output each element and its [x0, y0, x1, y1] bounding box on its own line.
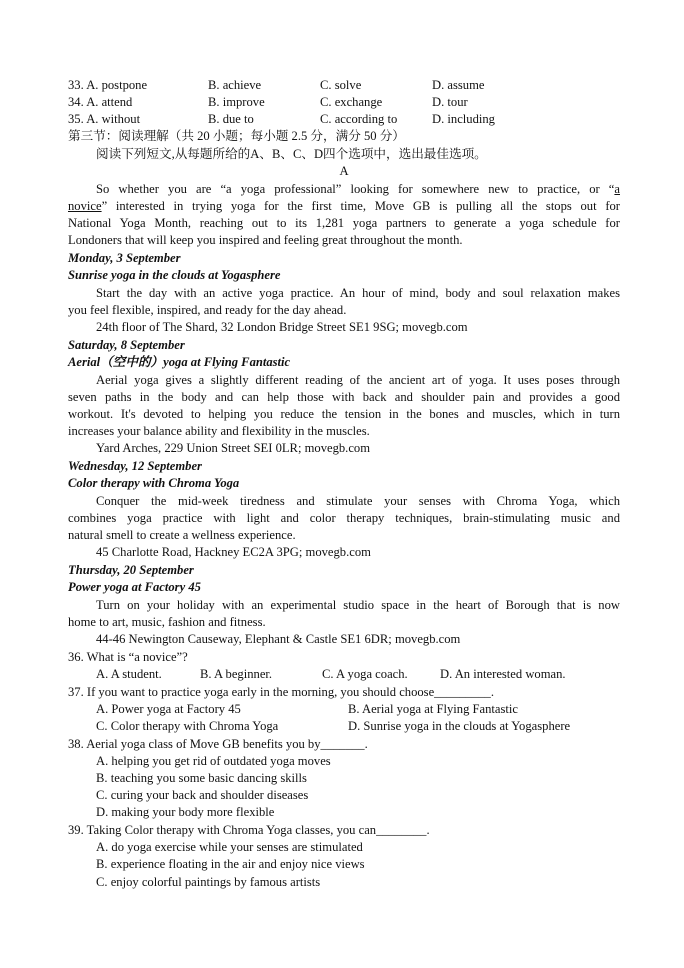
- option-d: D. An interested woman.: [440, 667, 566, 681]
- event-title: Color therapy with Chroma Yoga: [68, 476, 240, 490]
- option-c: C. exchange: [320, 95, 383, 109]
- event-text: Conquer the mid-week tiredness and stimulate your senses with Chroma Yoga, which: [96, 494, 620, 508]
- event-title: Power yoga at Factory 45: [68, 580, 201, 594]
- underlined-word: novice: [68, 199, 102, 213]
- option-d: D. assume: [432, 78, 485, 92]
- option-a: 35. A. without: [68, 112, 141, 126]
- question-37: 37. If you want to practice yoga early in the morning, you should choose_________.: [68, 685, 494, 699]
- event-title: Sunrise yoga in the clouds at Yogasphere: [68, 268, 281, 282]
- event-text: Aerial yoga gives a slightly different reading of the ancient art of yoga. It uses poses through: [96, 373, 620, 387]
- event-address: 24th floor of The Shard, 32 London Bridge Street SE1 9SG; movegb.com: [96, 320, 468, 334]
- event-text: Start the day with an active yoga practice. An hour of mind, body and soul relaxation makes: [96, 286, 620, 300]
- event-address: 45 Charlotte Road, Hackney EC2A 3PG; movegb.com: [96, 545, 371, 559]
- event-text: you feel flexible, inspired, and ready for the day ahead.: [68, 303, 347, 317]
- option-c: C. Color therapy with Chroma Yoga: [96, 719, 279, 733]
- option-a: 33. A. postpone: [68, 78, 148, 92]
- option-c: C. solve: [320, 78, 362, 92]
- event-date: Thursday, 20 September: [68, 563, 194, 577]
- option-d: D. Sunrise yoga in the clouds at Yogasphere: [348, 719, 571, 733]
- intro-line-4: Londoners that will keep you inspired and feeling great throughout the month.: [68, 233, 463, 247]
- question-38: 38. Aerial yoga class of Move GB benefits you by_______.: [68, 737, 368, 751]
- option-b: B. experience floating in the air and enjoy nice views: [96, 857, 365, 871]
- intro-line-2: [68, 198, 620, 215]
- intro-text: So whether you are “a yoga professional” looking for somewhere new to practice, or “: [96, 182, 615, 196]
- option-b: B. improve: [208, 95, 265, 109]
- option-d: D. tour: [432, 95, 468, 109]
- option-b: B. achieve: [208, 78, 262, 92]
- event-text: home to art, music, fashion and fitness.: [68, 615, 266, 629]
- option-d: D. making your body more flexible: [96, 805, 275, 819]
- option-b: B. teaching you some basic dancing skills: [96, 771, 307, 785]
- underlined-word: a: [614, 182, 620, 196]
- passage-label: A: [339, 164, 349, 178]
- event-date: Saturday, 8 September: [68, 338, 185, 352]
- event-title: Aerial（空中的）yoga at Flying Fantastic: [68, 355, 291, 369]
- option-b: B. A beginner.: [200, 667, 273, 681]
- event-text: Turn on your holiday with an experimental studio space in the heart of Borough that is now: [96, 598, 620, 612]
- event-text: combines yoga practice with light and color therapy techniques, brain-stimulating music and: [68, 511, 620, 525]
- event-address: 44-46 Newington Causeway, Elephant & Castle SE1 6DR; movegb.com: [96, 632, 461, 646]
- option-a: A. do yoga exercise while your senses are stimulated: [96, 840, 363, 854]
- option-a: A. helping you get rid of outdated yoga moves: [96, 754, 331, 768]
- event-address: Yard Arches, 229 Union Street SEI 0LR; movegb.com: [96, 441, 371, 455]
- instruction: 阅读下列短文,从每题所给的A、B、C、D四个选项中，选出最佳选项。: [96, 147, 487, 161]
- option-b: B. due to: [208, 112, 254, 126]
- option-a: A. Power yoga at Factory 45: [96, 702, 241, 716]
- intro-text: ” interested in trying yoga for the first time, Move GB is pulling all the stops out for: [101, 199, 620, 213]
- option-a: A. A student.: [96, 667, 162, 681]
- event-text: increases your balance ability and flexibility in the muscles.: [68, 424, 370, 438]
- event-text: seven paths in the body and can help those with back and shoulder pain and provides a good: [68, 390, 620, 404]
- section-heading: 第三节：阅读理解（共 20 小题；每小题 2.5 分，满分 50 分）: [68, 129, 405, 143]
- question-36: 36. What is “a novice”?: [68, 650, 188, 664]
- event-text: natural smell to create a wellness experience.: [68, 528, 296, 542]
- option-a: 34. A. attend: [68, 95, 133, 109]
- event-text: workout. It's devoted to helping you reduce the tension in the bones and muscles, which in turn: [68, 407, 620, 421]
- option-b: B. Aerial yoga at Flying Fantastic: [348, 702, 518, 716]
- option-c: C. enjoy colorful paintings by famous artists: [96, 875, 321, 889]
- question-39: 39. Taking Color therapy with Chroma Yoga classes, you can________.: [68, 823, 430, 837]
- event-date: Monday, 3 September: [68, 251, 181, 265]
- option-c: C. A yoga coach.: [322, 667, 408, 681]
- option-d: D. including: [432, 112, 495, 126]
- intro-line-3: National Yoga Month, reaching out to its 1,281 yoga partners to generate a yoga schedule for: [68, 216, 620, 230]
- option-c: C. according to: [320, 112, 398, 126]
- event-date: Wednesday, 12 September: [68, 459, 202, 473]
- intro-line-1: [68, 181, 620, 198]
- option-c: C. curing your back and shoulder diseases: [96, 788, 309, 802]
